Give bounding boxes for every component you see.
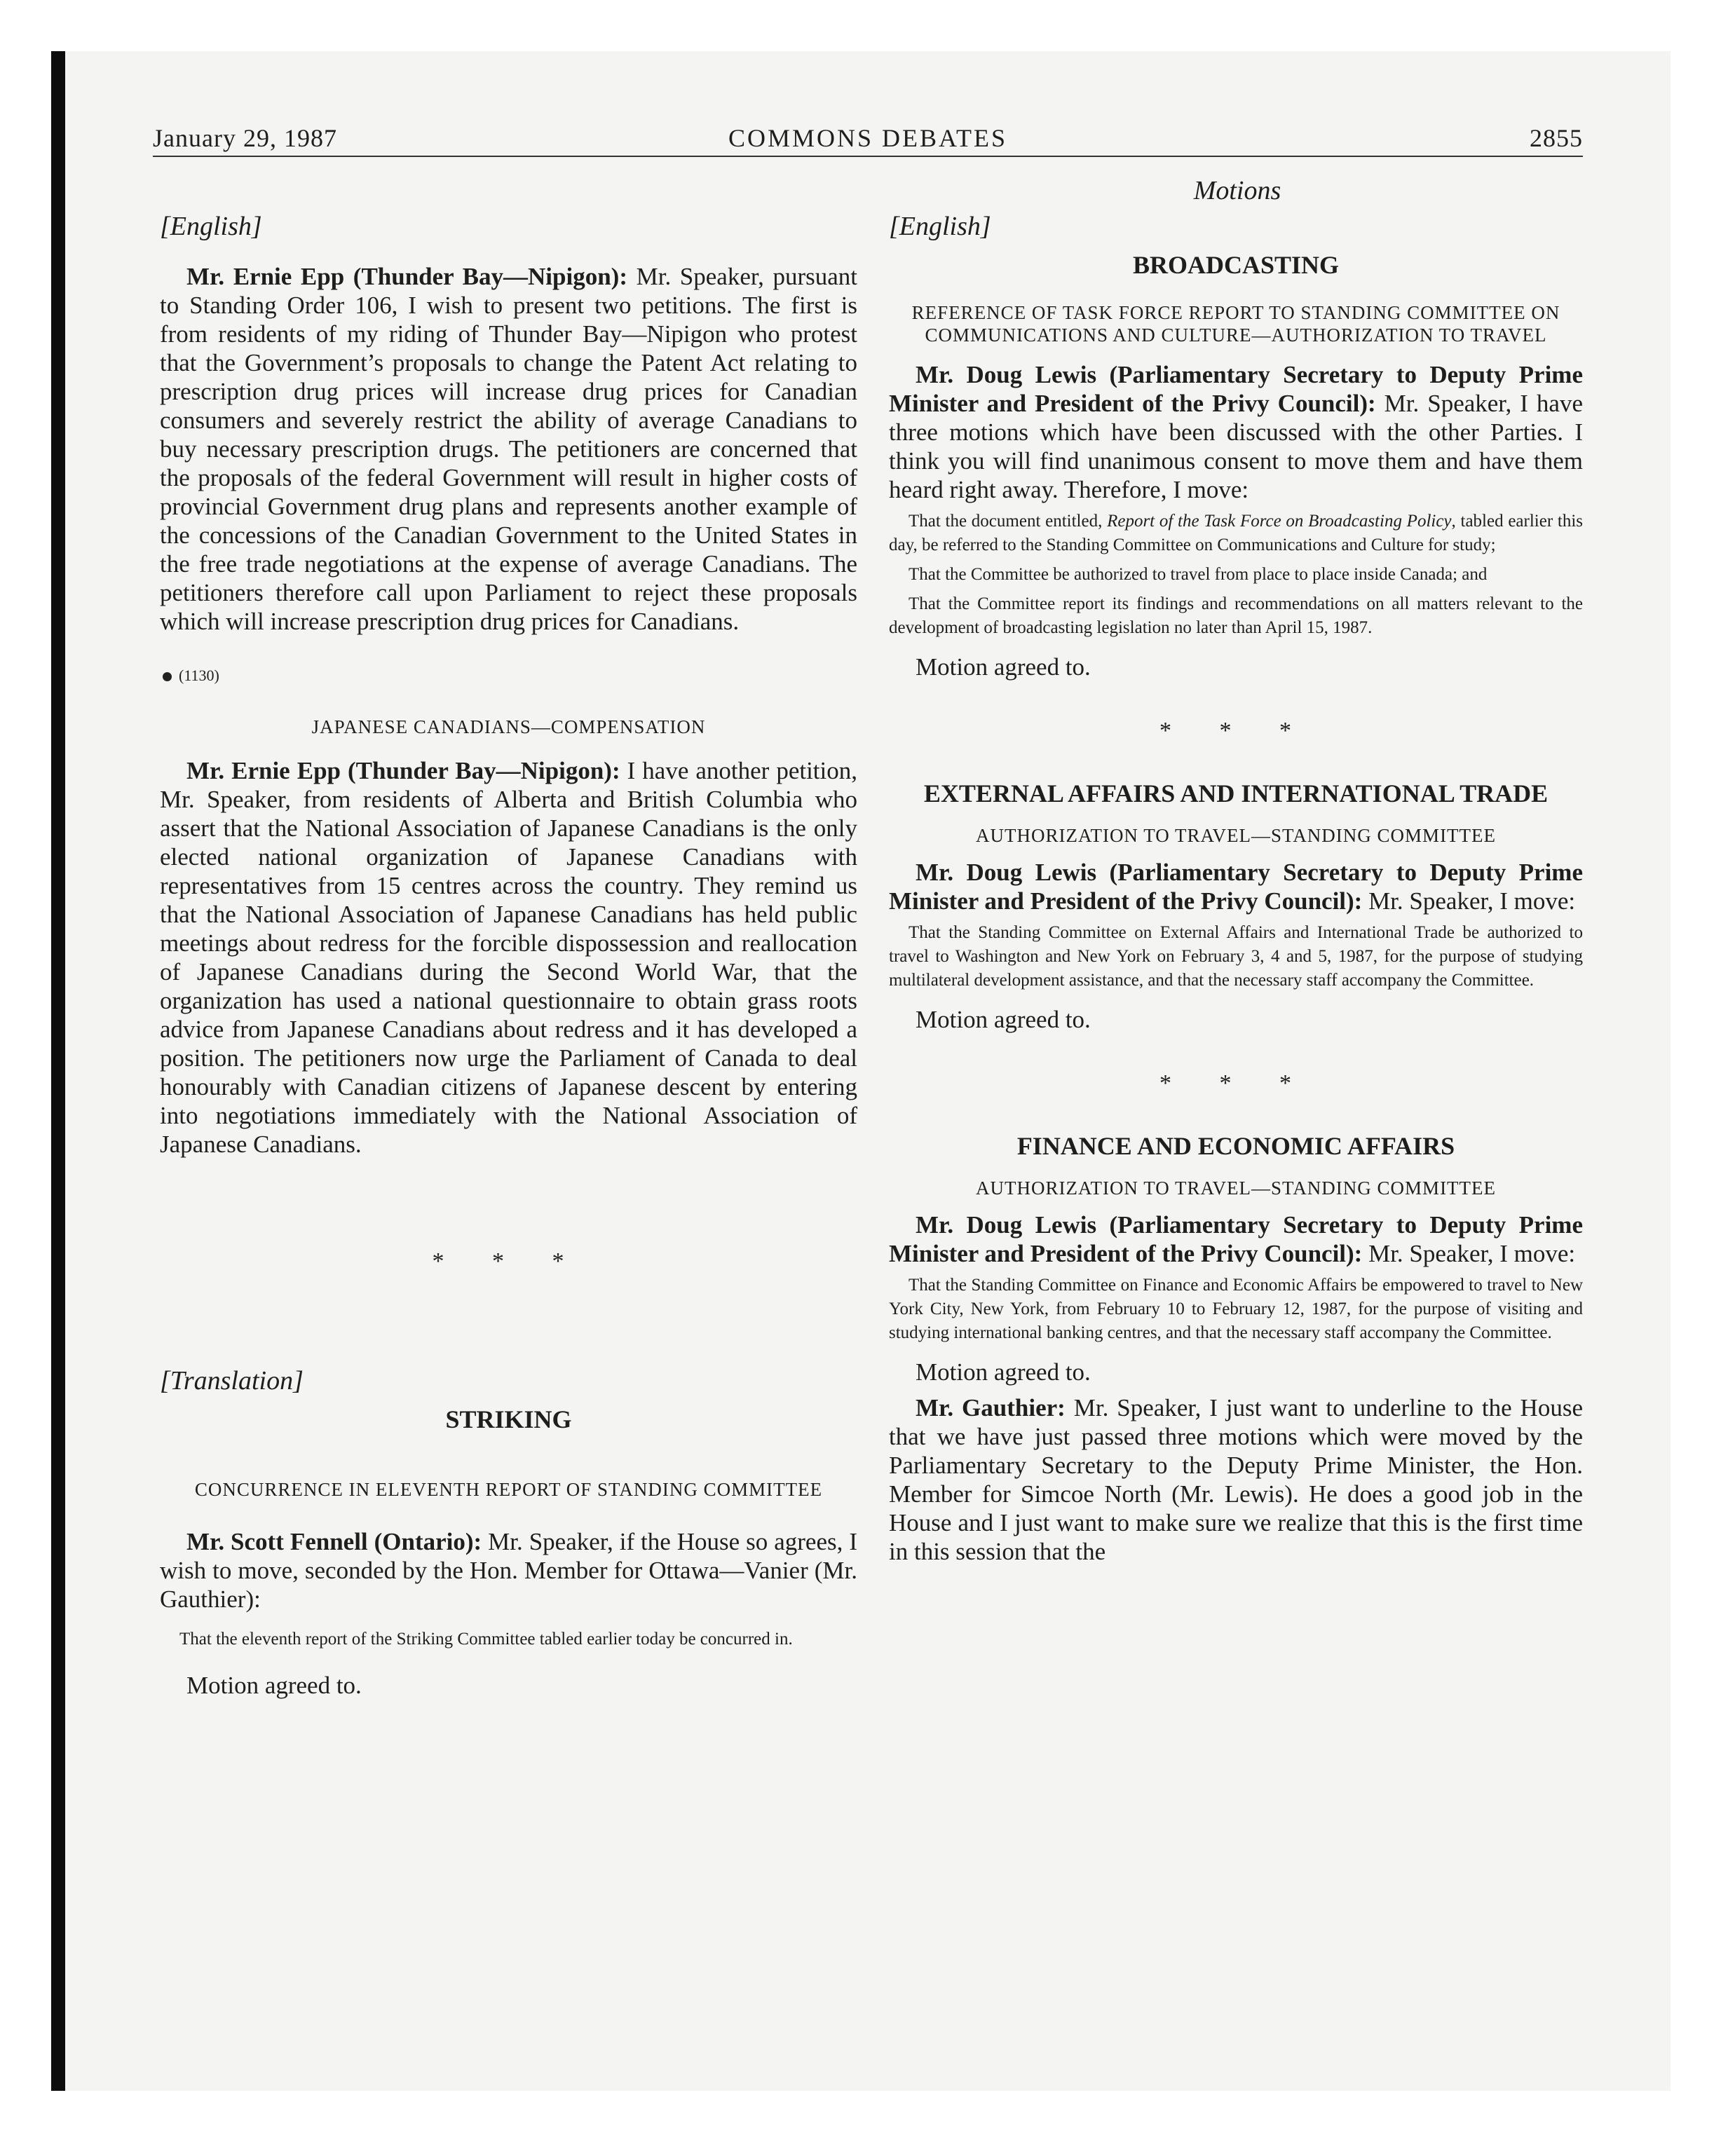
scan-edge: [51, 51, 65, 2091]
speech-text: Mr. Speaker, I have three motions which have been discussed with the other Parties. I think you will find unanimous consent to move them and have them heard right away. Therefore, I move:: [889, 390, 1583, 503]
speech-text: Mr. Speaker, pursuant to Standing Order 106, I wish to present two petitions. The first is from residents of my riding of Thunder Bay—Nipigon who protest that the Government’s proposals to change the Patent Act relating to prescription drug prices will increase drug prices for Canadian consumers and severely restrict the ability of average Canadians to buy necessary prescription drugs. The petitioners are concerned that the proposals of the federal Government will result in higher costs of provincial Government drug plans and represents another example of the concessions of the Canadian Government to the United States in the free trade negotiations at the expense of average Canadians. The petitioners therefore call upon Parliament to reject these proposals which will increase prescription drug prices for Canadians.: [160, 263, 858, 635]
motion-paragraph: [160, 1527, 857, 1613]
motion-text: That the eleventh report of the Striking Committee tabled earlier today be concurred in.: [179, 1630, 793, 1649]
speaker-name: Mr. Doug Lewis (Parliamentary Secretary to Deputy Prime Minister and President of the Privy Council):: [889, 859, 1583, 915]
motion-text: That the Standing Committee on Finance and Economic Affairs be empowered to travel to New York City, New York, from February 10 to February 12, 1987, for the purpose of visiting and studying international banking centres, and that the necessary staff accompany the Committee.: [889, 1276, 1583, 1342]
speech-text: Mr. Speaker, if the House so agrees, I wish to move, seconded by the Hon. Member for Ottawa—Vanier (Mr. Gauthier):: [160, 1528, 857, 1613]
section-separator: * * *: [1159, 718, 1312, 744]
petition-paragraph: [160, 756, 857, 1159]
header-page-number: 2855: [1530, 124, 1583, 152]
time-marker-text: (1130): [179, 667, 219, 684]
header-publication: COMMONS DEBATES: [728, 124, 1008, 152]
section-separator: * * *: [1159, 1070, 1312, 1096]
section-title: BROADCASTING: [1132, 251, 1340, 279]
motion-text: That the Committee report its findings and recommendations on all matters relevant to the development of broadcasting legislation no later than April 15, 1987.: [889, 594, 1583, 637]
language-tag: [English]: [889, 212, 991, 241]
motion-result: Motion agreed to.: [186, 1672, 362, 1699]
motion-text: That the Committee be authorized to travel from place to place inside Canada; and: [909, 565, 1488, 584]
motion-paragraph: [889, 360, 1583, 504]
speaker-name: Mr. Ernie Epp (Thunder Bay—Nipigon):: [186, 263, 627, 290]
section-title: EXTERNAL AFFAIRS AND INTERNATIONAL TRADE: [923, 779, 1549, 807]
section-subtitle: REFERENCE OF TASK FORCE REPORT TO STANDING COMMITTEE ON COMMUNICATIONS AND CULTURE—AUTHORIZATION TO TRAVEL: [911, 302, 1560, 346]
section-subtitle: AUTHORIZATION TO TRAVEL—STANDING COMMITTEE: [975, 825, 1497, 846]
speech-text: Mr. Speaker, I move:: [1362, 1240, 1576, 1267]
motion-text: That the Standing Committee on External Affairs and International Trade be authorized to travel to Washington and New York on February 3, 4 and 5, 1987, for the purpose of studying multilateral development assistance, and that the necessary staff accompany the Committee.: [889, 923, 1583, 990]
motion-result: Motion agreed to.: [916, 1358, 1091, 1386]
language-tag: [Translation]: [160, 1366, 304, 1396]
motion-paragraph: [889, 858, 1583, 915]
section-separator: * * *: [432, 1248, 585, 1274]
speech-text: Mr. Speaker, I just want to underline to the House that we have just passed three motions which were moved by the Parliamentary Secretary to the Deputy Prime Minister, the Hon. Member for Simcoe North (Mr. Lewis). He does a good job in the House and I just want to make sure we realize that this is the first time in this session that the: [889, 1394, 1583, 1565]
speaker-name: Mr. Scott Fennell (Ontario):: [186, 1528, 482, 1555]
section-subtitle: CONCURRENCE IN ELEVENTH REPORT OF STANDING COMMITTEE: [194, 1479, 823, 1500]
section-title: FINANCE AND ECONOMIC AFFAIRS: [1016, 1132, 1455, 1160]
motion-result: Motion agreed to.: [916, 653, 1091, 681]
header-date: January 29, 1987: [153, 124, 337, 152]
bullet-icon: [163, 672, 172, 681]
petition-paragraph: [160, 262, 857, 636]
speech-paragraph: [889, 1393, 1583, 1566]
speech-text: I have another petition, Mr. Speaker, from residents of Alberta and British Columbia who assert that the National Association of Japanese Canadians is the only elected national organization of Japanese Canadians with representatives from 15 centres across the country. They remind us that the National Association of Japanese Canadians has held public meetings about redress for the forcible dispossession and reallocation of Japanese Canadians during the Second World War, that the organization has used a national questionnaire to obtain grass roots advice from Japanese Canadians about redress and it has developed a position. The petitioners now urge the Parliament of Canada to deal honourably with Canadian citizens of Japanese descent by entering into negotiations immediately with the National Association of Japanese Canadians.: [160, 757, 858, 1158]
motion-result: Motion agreed to.: [916, 1006, 1091, 1033]
section-label: Motions: [1193, 176, 1281, 205]
speaker-name: Mr. Doug Lewis (Parliamentary Secretary to Deputy Prime Minister and President of the Privy Council):: [889, 1211, 1583, 1267]
speech-text: Mr. Speaker, I move:: [1362, 887, 1576, 915]
left-column: [160, 210, 857, 1700]
language-tag: [English]: [160, 212, 262, 241]
motion-text-end: , tabled earlier this day, be referred to the Standing Committee on Communications and Culture for study;: [889, 512, 1583, 554]
speaker-name: Mr. Ernie Epp (Thunder Bay—Nipigon):: [186, 757, 620, 784]
section-subtitle: AUTHORIZATION TO TRAVEL—STANDING COMMITTEE: [975, 1178, 1497, 1199]
section-heading: JAPANESE CANADIANS—COMPENSATION: [311, 716, 706, 737]
motion-text: [889, 510, 1583, 557]
speaker-name: Mr. Gauthier:: [916, 1394, 1066, 1421]
speaker-name: Mr. Doug Lewis (Parliamentary Secretary to Deputy Prime Minister and President of the Privy Council):: [889, 361, 1583, 417]
running-head: [153, 121, 1583, 157]
motion-paragraph: [889, 1210, 1583, 1268]
motion-text-start: That the document entitled,: [909, 512, 1108, 531]
time-marker: [160, 667, 857, 685]
right-column: [889, 210, 1583, 1566]
report-title: Report of the Task Force on Broadcasting Policy: [1107, 512, 1452, 531]
section-title: STRIKING: [445, 1405, 572, 1433]
